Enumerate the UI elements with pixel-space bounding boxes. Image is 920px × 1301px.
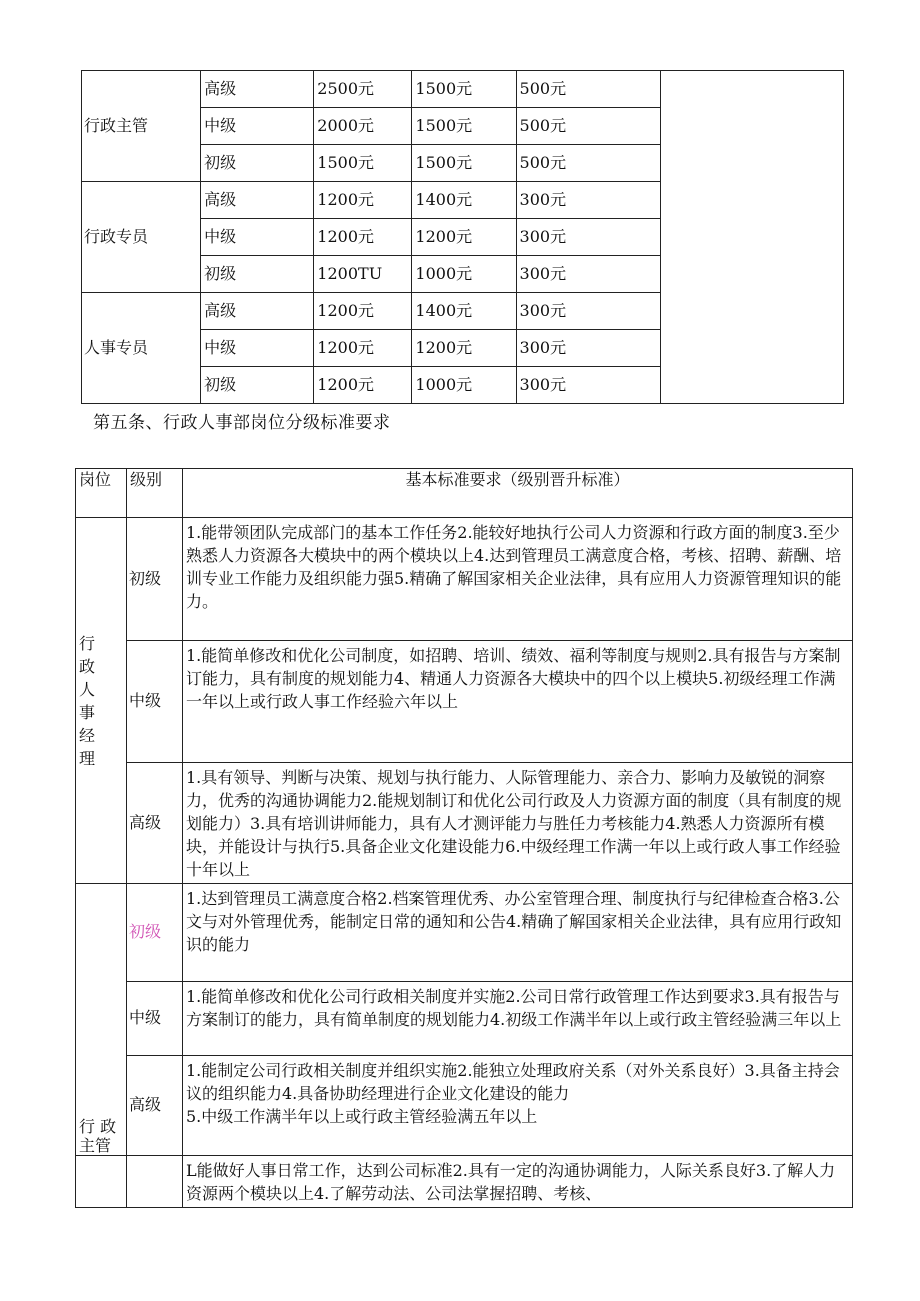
level-cell: 初级 [201, 367, 314, 404]
salary-cell: 300元 [516, 330, 660, 367]
header-level: 级别 [127, 469, 183, 518]
salary-cell: 1500元 [412, 71, 516, 108]
standards-table [75, 468, 853, 1208]
level-cell: 初级 [201, 256, 314, 293]
table-row [76, 884, 853, 982]
salary-cell: 1200元 [412, 330, 516, 367]
salary-cell: 1200元 [314, 219, 412, 256]
salary-cell: 1000元 [412, 256, 516, 293]
position-cell: 行政专员 [82, 182, 201, 293]
position-cell-empty [76, 1156, 127, 1208]
requirement-line: 5.中级工作满半年以上或行政主管经验满五年以上 [186, 1107, 538, 1126]
salary-cell: 1500元 [314, 145, 412, 182]
table-row [76, 1156, 853, 1208]
position-char: 人 [79, 679, 96, 699]
salary-cell: 300元 [516, 182, 660, 219]
salary-cell: 1400元 [412, 182, 516, 219]
salary-cell: 1500元 [412, 108, 516, 145]
level-cell: 高级 [127, 763, 183, 884]
requirement-cell: 1.能带领团队完成部门的基本工作任务2.能较好地执行公司人力资源和行政方面的制度3.至少熟悉人力资源各大模块中的两个模块以上4.达到管理员工满意度合格，考核、招聘、薪酬、培训专业工作能力及组织能力强5.精确了解国家相关企业法律，具有应用人力资源管理知识的能力。 [183, 518, 853, 641]
salary-cell: 300元 [516, 367, 660, 404]
salary-cell: 1200元 [314, 293, 412, 330]
requirement-cell: 1.能简单修改和优化公司制度，如招聘、培训、绩效、福利等制度与规则2.具有报告与方案制订能力，具有制度的规划能力4、精通人力资源各大模块中的四个以上模块5.初级经理工作满一年以上或行政人事工作经验六年以上 [183, 641, 853, 763]
salary-cell: 300元 [516, 219, 660, 256]
salary-cell: 1200TU [314, 256, 412, 293]
table-row [82, 71, 844, 108]
requirement-cell: 1.能简单修改和优化公司行政相关制度并实施2.公司日常行政管理工作达到要求3.具有报告与方案制订的能力，具有简单制度的规划能力4.初级工作满半年以上或行政主管经验满三年以上 [183, 982, 853, 1056]
salary-cell: 300元 [516, 256, 660, 293]
table-row [76, 1056, 853, 1156]
blank-cell [660, 71, 843, 404]
level-cell-empty [127, 1156, 183, 1208]
level-cell: 初级 [201, 145, 314, 182]
level-cell: 高级 [127, 1056, 183, 1156]
section-heading: 第五条、行政人事部岗位分级标准要求 [93, 413, 391, 433]
position-cell-supervisor: 行 政 主管 [76, 884, 127, 1156]
table-row [76, 518, 853, 641]
position-char: 行 [79, 633, 96, 653]
level-cell: 初级 [127, 518, 183, 641]
level-cell: 高级 [201, 71, 314, 108]
level-cell: 中级 [201, 108, 314, 145]
position-char: 事 [79, 702, 96, 722]
position-char: 经 [79, 725, 96, 745]
table-row [76, 982, 853, 1056]
level-cell: 中级 [201, 330, 314, 367]
level-cell: 高级 [201, 182, 314, 219]
salary-cell: 500元 [516, 145, 660, 182]
level-cell: 中级 [127, 982, 183, 1056]
table-row [76, 763, 853, 884]
position-vertical-text [79, 632, 95, 770]
header-requirement: 基本标准要求（级别晋升标准） [183, 469, 853, 518]
header-position: 岗位 [76, 469, 127, 518]
requirement-cell: 1.具有领导、判断与决策、规划与执行能力、人际管理能力、亲合力、影响力及敏锐的洞察力，优秀的沟通协调能力2.能规划制订和优化公司行政及人力资源方面的制度（具有制度的规划能力）3.具有培训讲师能力，具有人才测评能力与胜任力考核能力4.熟悉人力资源所有模块，并能设计与执行5.具备企业文化建设能力6.中级经理工作满一年以上或行政人事工作经验十年以上 [183, 763, 853, 884]
table-row [76, 641, 853, 763]
level-cell: 高级 [201, 293, 314, 330]
position-cell: 行政主管 [82, 71, 201, 182]
salary-cell: 500元 [516, 108, 660, 145]
position-cell: 人事专员 [82, 293, 201, 404]
salary-cell: 500元 [516, 71, 660, 108]
salary-cell: 300元 [516, 293, 660, 330]
level-cell: 中级 [201, 219, 314, 256]
requirement-line: 1.能制定公司行政相关制度并组织实施2.能独立处理政府关系（对外关系良好）3.具备主持会议的组织能力4.具备协助经理进行企业文化建设的能力 [186, 1061, 840, 1103]
requirement-cell [183, 1056, 853, 1156]
requirement-cell: 1.达到管理员工满意度合格2.档案管理优秀、办公室管理合理、制度执行与纪律检查合格3.公文与对外管理优秀，能制定日常的通知和公告4.精确了解国家相关企业法律，具有应用行政知识的能力 [183, 884, 853, 982]
table-header-row [76, 469, 853, 518]
position-cell-manager [76, 518, 127, 884]
level-cell: 初级 [127, 884, 183, 982]
salary-cell: 1200元 [412, 219, 516, 256]
salary-cell: 1200元 [314, 367, 412, 404]
salary-table [81, 70, 844, 404]
position-char: 理 [79, 748, 96, 768]
level-cell: 中级 [127, 641, 183, 763]
position-char: 政 [79, 656, 96, 676]
salary-cell: 1200元 [314, 330, 412, 367]
salary-cell: 1000元 [412, 367, 516, 404]
salary-cell: 1500元 [412, 145, 516, 182]
salary-cell: 2000元 [314, 108, 412, 145]
salary-cell: 1200元 [314, 182, 412, 219]
requirement-cell: L能做好人事日常工作，达到公司标准2.具有一定的沟通协调能力，人际关系良好3.了解人力资源两个模块以上4.了解劳动法、公司法掌握招聘、考核、 [183, 1156, 853, 1208]
salary-cell: 1400元 [412, 293, 516, 330]
salary-cell: 2500元 [314, 71, 412, 108]
